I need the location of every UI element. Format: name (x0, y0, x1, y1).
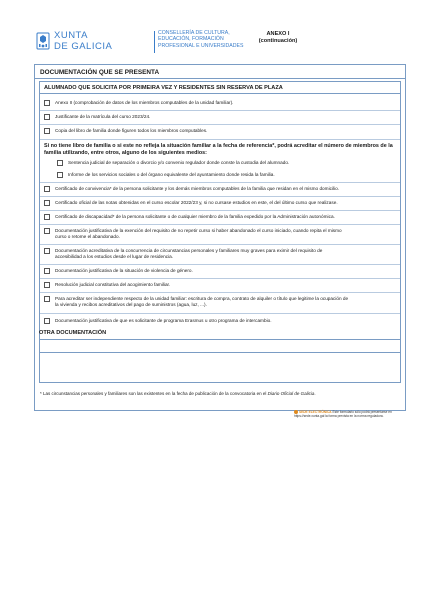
checkbox[interactable] (44, 214, 50, 220)
checkbox[interactable] (44, 248, 50, 254)
row-divider (40, 264, 400, 265)
sede-notice-2: https://sede.xunta.gal la forma prevista en la norma reguladora. (294, 414, 384, 419)
annex-subtitle: (continuación) (258, 38, 298, 44)
logo-separator (154, 31, 155, 53)
checkbox[interactable] (57, 160, 63, 166)
footnote (40, 391, 400, 396)
section-title: ALUMNADO QUE SOLICITA POR PRIMEIRA VEZ Y RESIDENTES SIN RESERVA DE PLAZA (44, 85, 283, 91)
document-label (55, 248, 322, 260)
annex-title: ANEXO I (266, 31, 290, 37)
document-item-independence[interactable] (44, 296, 398, 309)
document-item-disability[interactable] (44, 214, 398, 221)
footnote-text: * Las circunstancias personales y familiares son las existentes en la fecha de publicación de la convocatoria en el (40, 391, 268, 396)
document-label: Informe de los servicios sociales o del órgano equivalente del ayuntamiento donde resida la familia. (68, 172, 275, 177)
logo-line-2: DE GALICIA (54, 41, 113, 52)
xunta-logo (36, 30, 116, 54)
document-item-annex-ii[interactable] (44, 100, 394, 107)
checkbox[interactable] (44, 186, 50, 192)
checkbox[interactable] (44, 100, 50, 106)
checkbox[interactable] (44, 296, 50, 302)
document-label: Certificado de discapacidad* de la persona solicitante o de cualquier miembro de la familia expedido por la Administración autonómica. (55, 214, 335, 219)
document-item-cohabitation[interactable] (44, 186, 398, 193)
document-item-serious-circumstances[interactable] (44, 248, 398, 261)
section-divider (40, 93, 400, 94)
sede-notice-1: Este formulario sólo podrá presentarse en (332, 410, 392, 414)
document-item-social-services[interactable] (57, 172, 393, 179)
document-item-repeat-exemption[interactable] (44, 228, 398, 241)
form-title: DOCUMENTACIÓN QUE SE PRESENTA (40, 69, 160, 76)
document-item-family-book[interactable] (44, 128, 394, 135)
row-divider (40, 278, 400, 279)
checkbox[interactable] (44, 128, 50, 134)
document-label-line: curso o retome el abandonado. (55, 234, 120, 239)
checkbox[interactable] (57, 172, 63, 178)
document-label-line: accesibilidad a los estudios desde el lugar de residencia. (55, 254, 174, 259)
checkbox[interactable] (44, 318, 50, 324)
row-divider (40, 292, 400, 293)
document-item-gender-violence[interactable] (44, 268, 398, 275)
row-divider (40, 182, 400, 183)
document-label: Resolución judicial constitutiva del acogimiento familiar. (55, 282, 171, 287)
other-documentation-field[interactable] (39, 339, 401, 383)
row-divider (40, 224, 400, 225)
row-divider (40, 124, 400, 125)
department-line-1: CONSELLERÍA DE CULTURA, (158, 30, 230, 36)
document-label: Documentación justificativa de que es solicitante de programa Erasmus u otro programa de intercambio. (55, 318, 272, 323)
checkbox[interactable] (44, 268, 50, 274)
department-name (158, 30, 243, 49)
sede-brand: SEDE ELECTRÓNICA (299, 410, 332, 414)
row-divider (40, 110, 400, 111)
student-documents-section (39, 81, 401, 353)
document-label: Justificante de la matrícula del curso 2023/24. (55, 114, 151, 119)
form-title-divider (35, 78, 405, 79)
family-alternative-intro: Si no tiene libro de familia o si este no refleja la situación familiar a la fecha de referencia*, podrá acreditar el número de miembros de la familia utilizando, entre otros, alguno de los siguientes medios: (44, 143, 393, 156)
department-line-3: PROFESIONAL E UNIVERSIDADES (158, 42, 244, 49)
document-label-line: la vivienda y recibos acreditativos del pago de suministros (agua, luz, ...). (55, 302, 207, 307)
xunta-emblem-icon (36, 32, 50, 50)
row-divider (40, 210, 400, 211)
checkbox[interactable] (44, 200, 50, 206)
documentation-form (34, 64, 406, 411)
footnote-italic: Diario Oficial de Galicia (267, 391, 315, 396)
document-label (55, 296, 348, 308)
document-label (55, 228, 342, 240)
other-documentation-title: OTRA DOCUMENTACIÓN (39, 330, 107, 336)
footnote-end: . (314, 391, 316, 396)
other-documentation-value (40, 340, 400, 346)
document-label-line: Documentación justificativa de la exención del requisito de no repetir curso si haber abandonado el curso iniciado, cuando repita el mismo (55, 228, 342, 233)
document-item-court-ruling[interactable] (57, 160, 393, 167)
logo-line-1: XUNTA (54, 30, 88, 41)
checkbox[interactable] (44, 228, 50, 234)
checkbox[interactable] (44, 282, 50, 288)
document-label: Certificado oficial de las notas obtenidas en el curso escolar 2022/23 y, si no cursase estudios en este, el del último curso que realizase. (55, 200, 338, 205)
document-label: Documentación justificativa de la situación de violencia de género. (55, 268, 193, 273)
document-label-line: Para acreditar ser independiente respecto de la unidad familiar: escritura de compra, contrato de alquiler o título que legitime la ocupación de (55, 296, 349, 301)
annex-label (252, 31, 304, 45)
row-divider (40, 313, 400, 314)
document-item-enrolment[interactable] (44, 114, 394, 121)
department-line-2: EDUCACIÓN, FORMACIÓN (158, 36, 224, 43)
document-item-erasmus[interactable] (44, 318, 398, 325)
document-label: Copia del libro de familia donde figuren todos los miembros computables. (55, 128, 208, 133)
checkbox[interactable] (44, 114, 50, 120)
sede-footer (294, 410, 406, 418)
row-divider (40, 139, 400, 140)
row-divider (40, 196, 400, 197)
document-label: Certificado de convivencia* de la persona solicitante y los demás miembros computables de la familia que residan en el mismo domicilio. (55, 186, 339, 191)
row-divider (40, 244, 400, 245)
document-label: Sentencia judicial de separación o divorcio y/o convenio regulador donde conste la custodia del alumnado. (68, 160, 290, 165)
document-label: Anexo II (comprobación de datos de los miembros computables de la unidad familiar). (55, 100, 234, 105)
document-label-line: Documentación acreditativa de la concurrencia de circunstancias personales y familiares muy graves para eximir del requisito de (55, 248, 323, 253)
document-header (36, 30, 406, 56)
document-item-foster-care[interactable] (44, 282, 398, 289)
document-item-grades[interactable] (44, 200, 398, 207)
